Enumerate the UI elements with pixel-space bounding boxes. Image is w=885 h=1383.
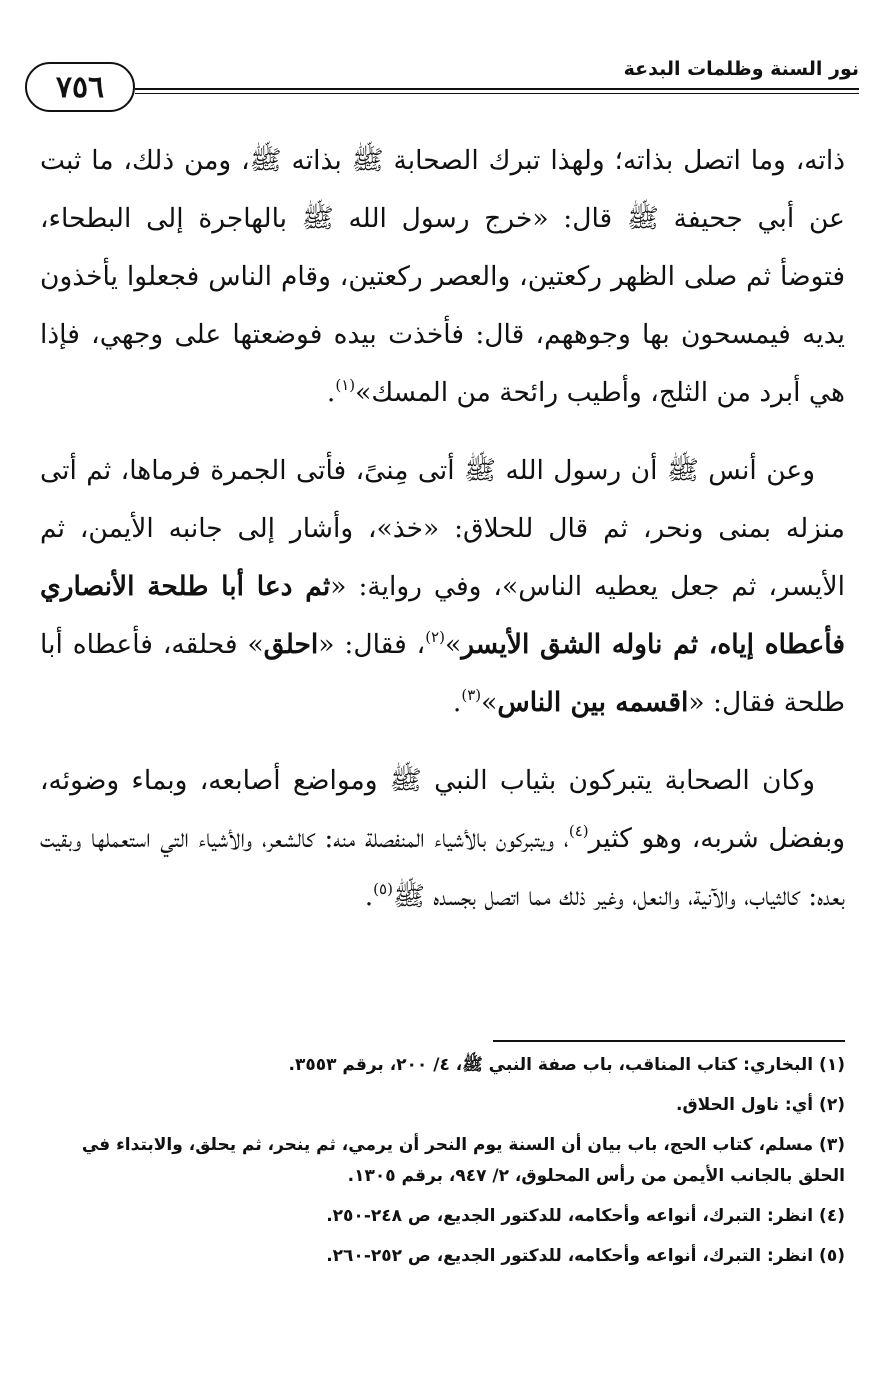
paragraph-2-bold-c: اقسمه بين الناس (497, 687, 689, 718)
page-header (20, 58, 865, 132)
footnote-1: (١) البخاري: كتاب المناقب، باب صفة النبي ﷺ، ٤/ ٢٠٠، برقم ٣٥٥٣. (288, 1055, 845, 1075)
paragraph-2-tail: . (452, 687, 462, 718)
paragraph-2-text-e: » (481, 687, 498, 718)
paragraph-3-tail: . (364, 881, 374, 912)
paragraph-2-text-a: وعن أنس ﷺ أن رسول الله ﷺ أتى مِنىً، فأتى الجمرة فرماها، ثم أتى منزله بمنى ونحر، ثم قال للحلاق: «خذ»، وأشار إلى جانبه الأيمن، ثم الأيسر، ثم جعل يعطيه الناس»، وفي رواية: « (40, 455, 845, 602)
header-rule-thin (135, 93, 859, 94)
footnote-ref-3: (٣) (461, 686, 482, 704)
paragraph-2 (40, 442, 845, 732)
footnote-ref-2: (٢) (425, 628, 445, 646)
header-rule-thick (135, 88, 859, 90)
footnote-ref-5: (٥) (373, 880, 393, 898)
footnote-separator (493, 1040, 845, 1042)
paragraph-1-tail: . (326, 377, 336, 408)
page-number: ٧٥٦ (25, 62, 135, 112)
footnote-3: (٣) مسلم، كتاب الحج، باب بيان أن السنة يوم النحر أن يرمي، ثم ينحر، ثم يحلق، والابتداء في الحلق بالجانب الأيمن من رأس المحلوق، ٢/ ٩٤٧، برقم ١٣٠٥. (81, 1135, 845, 1186)
footnote-ref-1: (١) (335, 376, 356, 394)
footnote-5: (٥) انظر: التبرك، أنواعه وأحكامه، للدكتور الجديع، ص ٢٥٢-٢٦٠. (326, 1246, 845, 1266)
footnote-2: (٢) أي: ناول الحلاق. (675, 1095, 845, 1115)
paragraph-1-text: ذاته، وما اتصل بذاته؛ ولهذا تبرك الصحابة ﷺ بذاته ﷺ، ومن ذلك، ما ثبت عن أبي جحيفة ﷺ قال: «خرج رسول الله ﷺ بالهاجرة إلى البطحاء، فتوضأ ثم صلى الظهر ركعتين، والعصر ركعتين، وقام الناس فجعلوا يأخذون يديه فيمسحون بها وجوههم، قال: فأخذت بيده فوضعتها على وجهي، فإذا هي أبرد من الثلج، وأطيب رائحة من المسك» (40, 145, 845, 408)
paragraph-3-text-b: ، ويتبركون بالأشياء المنفصلة منه: كالشعر، والأشياء التي استعملها وبقيت بعده: كالثياب، والآنية، والنعل، وغير ذلك مما اتصل بجسده ﷺ (40, 823, 845, 912)
footnote-4: (٤) انظر: التبرك، أنواعه وأحكامه، للدكتور الجديع، ص ٢٤٨-٢٥٠. (326, 1206, 845, 1226)
paragraph-2-text-b: » (444, 629, 462, 660)
footnote-ref-4: (٤) (568, 822, 589, 840)
paragraph-3 (40, 752, 845, 926)
running-title: نور السنة وظلمات البدعة (623, 58, 859, 80)
main-text (40, 132, 845, 946)
paragraph-1 (40, 132, 845, 422)
footnotes (40, 1050, 845, 1272)
paragraph-2-text-d: » فحلقه، فأعطاه أبا طلحة فقال: « (40, 629, 845, 718)
paragraph-2-text-c: ، فقال: « (318, 629, 426, 660)
paragraph-3-text-a: وكان الصحابة يتبركون بثياب النبي ﷺ ومواضع أصابعه، وبماء وضوئه، وبفضل شربه، وهو كثير (40, 765, 846, 854)
paragraph-2-bold-a: ثم دعا أبا طلحة الأنصاري فأعطاه إياه، ثم ناوله الشق الأيسر (40, 571, 845, 660)
paragraph-2-bold-b: احلق (263, 629, 319, 660)
